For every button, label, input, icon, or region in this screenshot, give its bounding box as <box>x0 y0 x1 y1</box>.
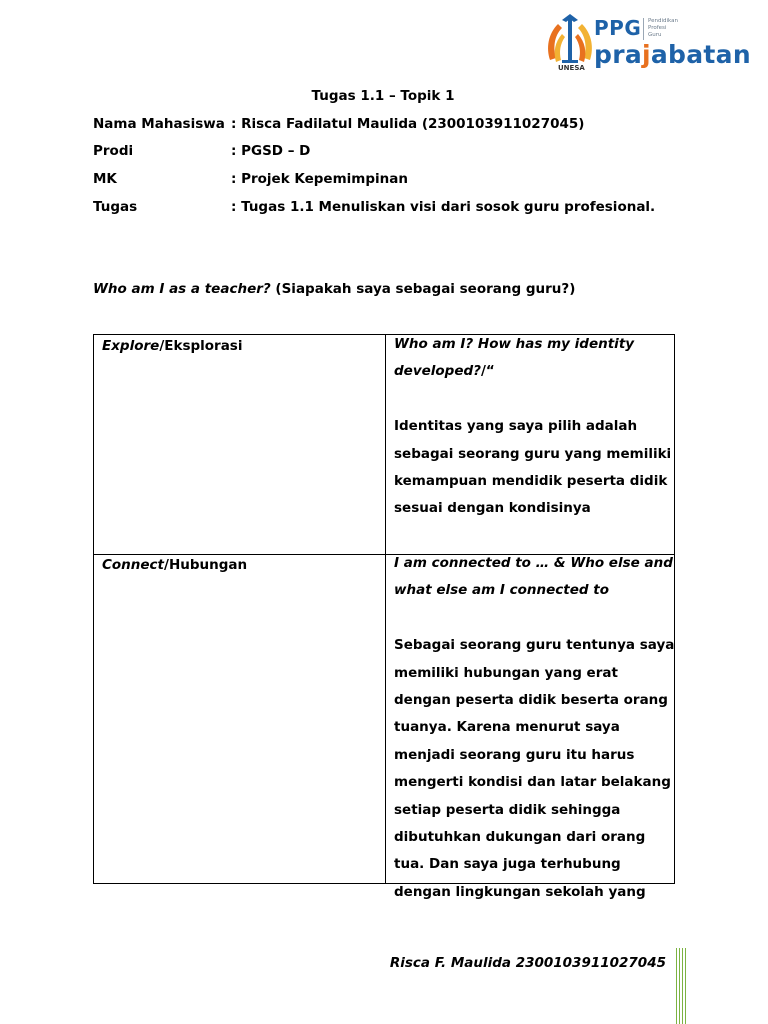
row-content-connect <box>394 550 676 906</box>
footer-author: Risca F. Maulida 2300103911027045 <box>389 955 666 971</box>
row-prompt: I am connected to … & Who else and what else am I connected to <box>394 555 673 599</box>
logo-small-text: Pendidikan Profesi Guru <box>648 18 678 38</box>
row-answer: Sebagai seorang guru tentunya saya memiliki hubungan yang erat dengan peserta didik beserta orang tuanya. Karena menurut saya menjadi seorang guru itu harus mengerti kondisi dan latar belakang setiap peserta didik sehingga dibutuhkan dukungan dari orang tua. Dan saya juga terhubung dengan lingkungan sekolah yang <box>394 637 675 900</box>
ppg-prajabatan-logo <box>542 8 751 78</box>
unesa-label: UNESA <box>558 64 585 72</box>
footer-decoration-bars <box>676 948 686 1024</box>
document-title: Tugas 1.1 – Topik 1 <box>311 88 455 104</box>
row-prompt: Who am I? How has my identity developed?/“ <box>394 336 635 380</box>
ppg-wordmark: PPG <box>594 16 642 40</box>
field-value: : Risca Fadilatul Maulida (2300103911027045) <box>231 116 585 132</box>
prajabatan-wordmark: prajabatan <box>594 40 751 69</box>
row-answer: Identitas yang saya pilih adalah sebagai seorang guru yang memiliki kemampuan mendidik peserta didik sesuai dengan kondisinya <box>394 418 672 517</box>
reflection-table <box>93 334 675 900</box>
field-label: Nama Mahasiswa <box>93 116 225 132</box>
field-value: : Tugas 1.1 Menuliskan visi dari sosok guru profesional. <box>231 199 656 215</box>
row-label-explore: Explore/Eksplorasi <box>102 338 243 354</box>
row-content-explore <box>394 331 676 523</box>
field-label: MK <box>93 171 117 187</box>
field-value: : Projek Kepemimpinan <box>231 171 408 187</box>
field-label: Tugas <box>93 199 138 215</box>
logo-divider <box>643 18 644 40</box>
field-value: : PGSD – D <box>231 143 311 159</box>
unesa-emblem-icon <box>544 12 596 70</box>
section-question: Who am I as a teacher? (Siapakah saya sebagai seorang guru?) <box>93 281 576 297</box>
table-column-divider <box>385 335 386 883</box>
field-label: Prodi <box>93 143 134 159</box>
row-label-connect: Connect/Hubungan <box>102 557 248 573</box>
